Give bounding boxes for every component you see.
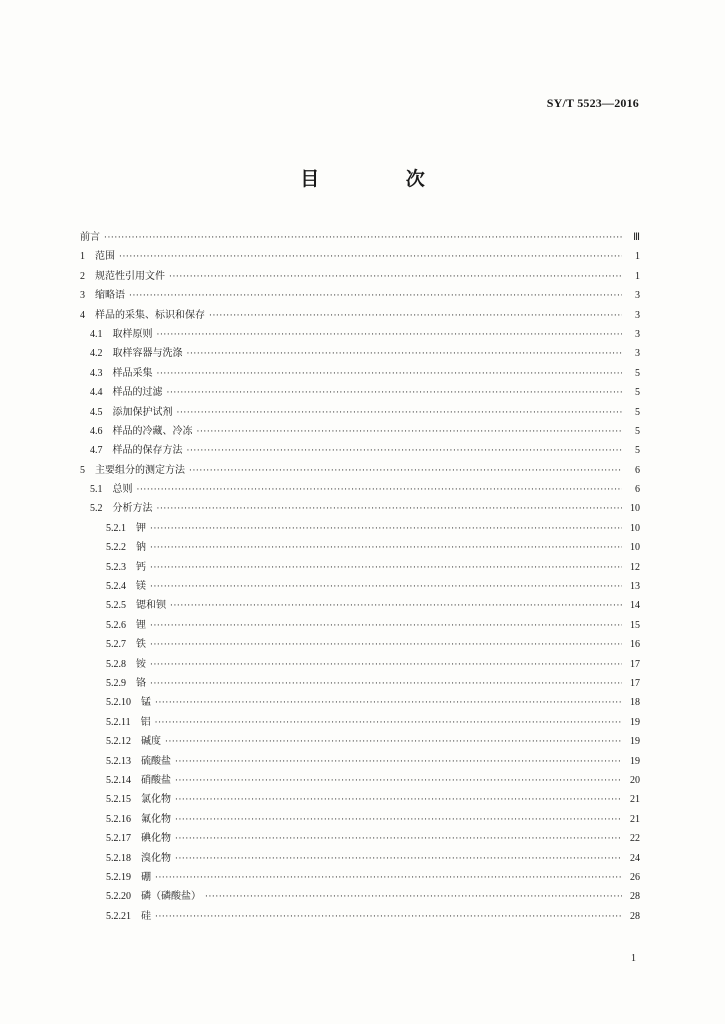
toc-leader-dots	[157, 365, 623, 384]
toc-entry-title: 样品采集	[112, 367, 153, 379]
toc-entry-number: 5.1	[90, 484, 103, 496]
toc-entry[interactable]	[80, 422, 640, 441]
toc-entry[interactable]	[80, 480, 640, 499]
toc-entry[interactable]	[80, 499, 640, 518]
toc-entry[interactable]	[80, 286, 640, 305]
toc-leader-dots	[175, 753, 622, 772]
toc-entry-page: 13	[630, 581, 640, 593]
toc-entry[interactable]	[80, 616, 640, 635]
toc-entry-title: 钙	[136, 561, 146, 573]
toc-entry[interactable]	[80, 461, 640, 480]
toc-entry-number: 4.4	[90, 387, 103, 399]
toc-entry-number: 5.2.16	[106, 813, 131, 825]
toc-entry-title: 碱度	[141, 736, 161, 748]
toc-leader-dots	[150, 520, 622, 539]
toc-leader-dots	[104, 229, 622, 248]
toc-entry-title: 铝	[140, 716, 151, 728]
toc-entry[interactable]	[80, 403, 640, 422]
toc-entry-title: 锂	[136, 619, 146, 631]
toc-entry-title: 碘化物	[141, 833, 171, 845]
toc-entry-page: 22	[630, 833, 640, 845]
toc-entry-number: 5.2.3	[106, 561, 126, 573]
toc-entry-number: 5.2.4	[106, 581, 126, 593]
toc-leader-dots	[155, 694, 622, 713]
toc-entry-page: 1	[635, 251, 640, 263]
toc-entry-page: Ⅲ	[633, 232, 640, 243]
toc-entry[interactable]	[80, 228, 640, 247]
toc-entry-page: 6	[635, 484, 640, 496]
toc-entry-number: 5.2.10	[106, 697, 131, 709]
toc-entry-page: 6	[635, 464, 640, 476]
toc-entry[interactable]	[80, 441, 640, 460]
toc-entry[interactable]	[80, 344, 640, 363]
toc-leader-dots	[187, 345, 623, 364]
toc-entry-number: 5.2.6	[106, 619, 126, 631]
toc-entry[interactable]	[80, 868, 640, 887]
toc-entry[interactable]	[80, 887, 640, 906]
toc-entry-number: 5.2.15	[106, 794, 131, 806]
toc-leader-dots	[150, 617, 622, 636]
toc-entry-number: 5.2.9	[106, 677, 126, 689]
toc-entry-number: 5.2.20	[106, 891, 131, 903]
toc-leader-dots	[119, 248, 622, 267]
toc-entry-title: 添加保护试剂	[112, 406, 173, 418]
toc-entry[interactable]	[80, 538, 640, 557]
toc-entry[interactable]	[80, 635, 640, 654]
toc-entry-page: 5	[635, 367, 640, 379]
toc-entry-title: 硫酸盐	[141, 755, 171, 767]
toc-entry-number: 4.1	[90, 328, 103, 340]
toc-entry-number: 5.2.1	[106, 522, 126, 534]
page-number: 1	[631, 953, 636, 964]
toc-entry-title: 磷（磷酸盐）	[141, 891, 201, 903]
toc-entry-number: 5.2.2	[106, 542, 126, 554]
toc-entry-page: 28	[630, 910, 640, 922]
toc-entry-title: 范围	[95, 251, 115, 263]
toc-entry-title: 取样容器与洗涤	[112, 348, 183, 360]
toc-leader-dots	[205, 888, 622, 907]
toc-entry-page: 15	[630, 619, 640, 631]
toc-entry-number: 5.2.13	[106, 755, 131, 767]
toc-entry[interactable]	[80, 383, 640, 402]
toc-entry-number: 5.2.19	[106, 871, 131, 883]
toc-entry-number: 5.2.17	[106, 833, 131, 845]
toc-leader-dots	[209, 307, 622, 326]
toc-entry-number: 2	[80, 270, 85, 282]
toc-leader-dots	[150, 656, 622, 675]
toc-entry-page: 5	[635, 387, 640, 399]
toc-entry-number: 5.2.14	[106, 774, 131, 786]
toc-entry-title: 铬	[136, 677, 146, 689]
toc-entry[interactable]	[80, 674, 640, 693]
toc-entry[interactable]	[80, 693, 640, 712]
toc-entry[interactable]	[80, 849, 640, 868]
toc-entry-page: 3	[635, 348, 640, 360]
toc-entry[interactable]	[80, 752, 640, 771]
toc-entry-page: 10	[630, 503, 640, 515]
toc-leader-dots	[150, 675, 622, 694]
toc-leader-dots	[197, 423, 623, 442]
toc-entry[interactable]	[80, 577, 640, 596]
toc-entry[interactable]	[80, 771, 640, 790]
toc-entry[interactable]	[80, 732, 640, 751]
toc-entry[interactable]	[80, 247, 640, 266]
toc-entry-title: 样品的保存方法	[112, 445, 183, 457]
toc-leader-dots	[155, 869, 622, 888]
table-of-contents	[80, 228, 640, 926]
toc-entry[interactable]	[80, 810, 640, 829]
toc-entry[interactable]	[80, 655, 640, 674]
toc-entry-title: 样品的冷藏、冷冻	[112, 425, 193, 437]
toc-leader-dots	[137, 481, 623, 500]
toc-entry-title: 总则	[112, 484, 133, 496]
toc-entry-number: 5.2.21	[106, 910, 131, 922]
toc-entry-title: 铵	[136, 658, 146, 670]
toc-entry[interactable]	[80, 364, 640, 383]
toc-leader-dots	[175, 850, 622, 869]
toc-entry-title: 氯化物	[141, 794, 171, 806]
toc-entry-page: 17	[630, 677, 640, 689]
toc-entry-title: 取样原则	[112, 328, 153, 340]
toc-entry-title: 样品的采集、标识和保存	[95, 309, 205, 321]
toc-leader-dots	[175, 772, 622, 791]
toc-entry-page: 18	[630, 697, 640, 709]
toc-entry-title: 锰	[141, 697, 151, 709]
toc-leader-dots	[170, 597, 622, 616]
toc-entry-page: 3	[635, 328, 640, 340]
toc-entry-title: 缩略语	[95, 290, 125, 302]
toc-leader-dots	[175, 791, 622, 810]
toc-entry-number: 4.3	[90, 367, 103, 379]
toc-entry[interactable]	[80, 267, 640, 286]
toc-entry-page: 5	[635, 445, 640, 457]
toc-entry-title: 铁	[136, 639, 146, 651]
toc-leader-dots	[150, 559, 622, 578]
toc-entry-page: 3	[635, 309, 640, 321]
toc-entry-number: 5	[80, 464, 85, 476]
toc-leader-dots	[177, 404, 623, 423]
toc-leader-dots	[189, 462, 622, 481]
toc-leader-dots	[155, 714, 622, 733]
toc-entry-number: 5.2.12	[106, 736, 131, 748]
toc-entry-page: 19	[630, 736, 640, 748]
toc-entry[interactable]	[80, 790, 640, 809]
toc-entry-number: 4.7	[90, 445, 103, 457]
toc-entry[interactable]	[80, 558, 640, 577]
toc-entry-page: 5	[635, 406, 640, 418]
toc-leader-dots	[167, 384, 623, 403]
toc-entry-title: 规范性引用文件	[95, 270, 165, 282]
toc-entry-number: 3	[80, 290, 85, 302]
toc-entry-page: 21	[630, 794, 640, 806]
toc-leader-dots	[129, 287, 622, 306]
toc-entry-number: 4.6	[90, 425, 103, 437]
toc-entry[interactable]	[80, 519, 640, 538]
toc-entry-number: 4.5	[90, 406, 103, 418]
toc-leader-dots	[169, 268, 622, 287]
toc-entry-title: 镁	[136, 581, 146, 593]
toc-entry-number: 5.2.18	[106, 852, 131, 864]
toc-entry[interactable]	[80, 596, 640, 615]
toc-entry-number: 5.2.7	[106, 639, 126, 651]
toc-entry-title: 溴化物	[141, 852, 171, 864]
toc-entry-title: 主要组分的测定方法	[95, 464, 185, 476]
toc-entry-number: 4	[80, 309, 85, 321]
toc-entry-page: 3	[635, 290, 640, 302]
toc-leader-dots	[157, 500, 623, 519]
toc-entry-title: 钾	[136, 522, 146, 534]
toc-leader-dots	[165, 733, 622, 752]
toc-entry-page: 10	[630, 542, 640, 554]
toc-entry-title: 硅	[141, 910, 151, 922]
toc-entry-page: 28	[630, 891, 640, 903]
toc-entry[interactable]	[80, 713, 640, 732]
toc-entry-page: 16	[630, 639, 640, 651]
toc-leader-dots	[175, 811, 622, 830]
toc-entry-page: 21	[630, 813, 640, 825]
toc-leader-dots	[175, 830, 622, 849]
toc-entry-title: 钠	[136, 542, 146, 554]
toc-entry-page: 26	[630, 871, 640, 883]
toc-entry-title: 硼	[141, 871, 151, 883]
toc-leader-dots	[150, 539, 622, 558]
toc-entry-page: 20	[630, 774, 640, 786]
toc-entry-title: 氟化物	[141, 813, 171, 825]
toc-entry-number: 4.2	[90, 348, 103, 360]
toc-entry[interactable]	[80, 306, 640, 325]
toc-entry-title: 硝酸盐	[141, 774, 171, 786]
toc-entry-page: 12	[630, 561, 640, 573]
toc-entry-page: 19	[630, 716, 640, 728]
toc-entry-page: 1	[635, 270, 640, 282]
toc-entry[interactable]	[80, 829, 640, 848]
standard-code: SY/T 5523—2016	[546, 96, 639, 110]
toc-entry-page: 19	[630, 755, 640, 767]
toc-entry-title: 分析方法	[112, 503, 153, 515]
toc-leader-dots	[157, 326, 623, 345]
toc-entry-number: 5.2.8	[106, 658, 126, 670]
toc-entry-number: 1	[80, 251, 85, 263]
page-title: 目 次	[300, 168, 465, 190]
toc-leader-dots	[150, 636, 622, 655]
toc-entry-page: 14	[630, 600, 640, 612]
toc-entry-number: 5.2	[90, 503, 103, 515]
toc-leader-dots	[150, 578, 622, 597]
toc-entry-page: 24	[630, 852, 640, 864]
toc-entry[interactable]	[80, 907, 640, 926]
toc-entry-title: 样品的过滤	[112, 387, 163, 399]
toc-entry-number: 5.2.11	[106, 716, 131, 728]
toc-leader-dots	[187, 442, 623, 461]
toc-entry-page: 5	[635, 425, 640, 437]
toc-entry-number: 5.2.5	[106, 600, 126, 612]
toc-entry-page: 17	[630, 658, 640, 670]
toc-entry-title: 前言	[80, 232, 100, 243]
toc-leader-dots	[155, 908, 622, 927]
toc-entry[interactable]	[80, 325, 640, 344]
toc-entry-page: 10	[630, 522, 640, 534]
toc-entry-title: 锶和钡	[136, 600, 166, 612]
